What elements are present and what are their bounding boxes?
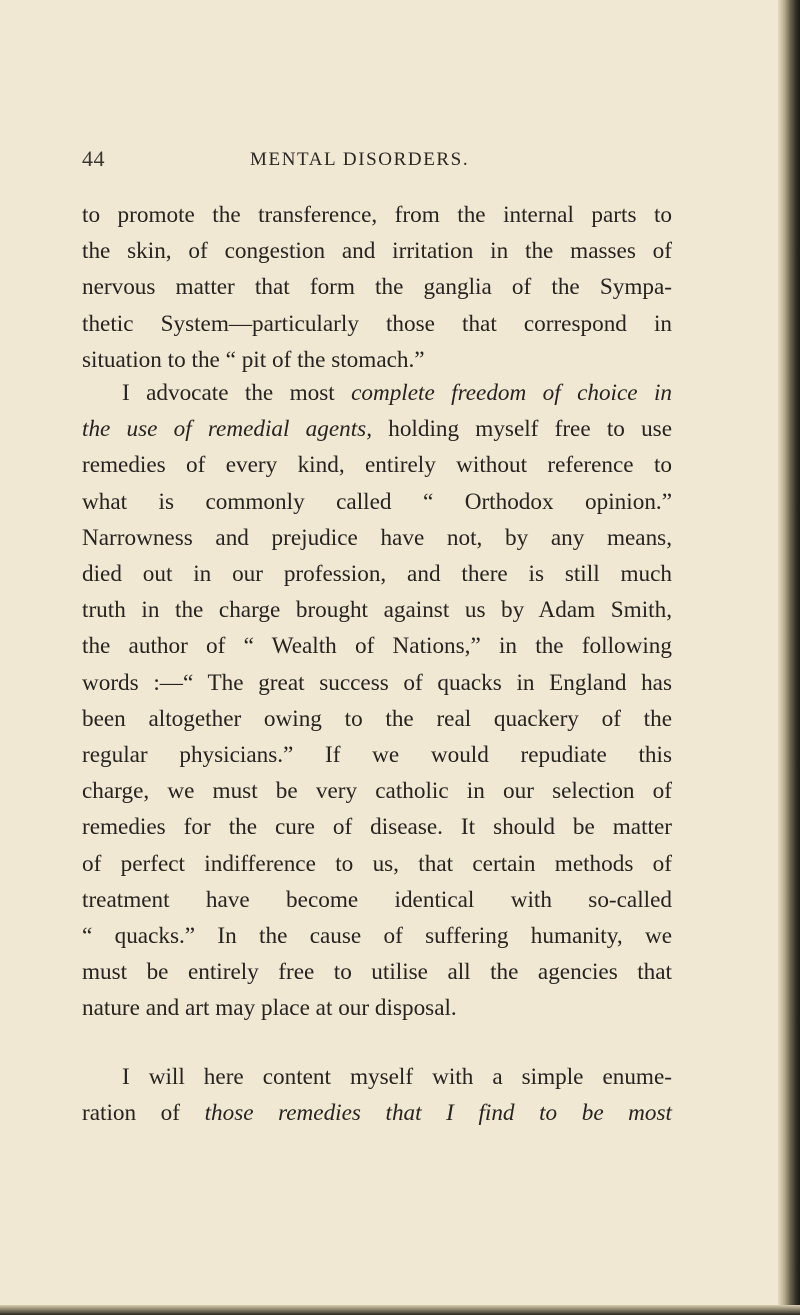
text-line: thetic System—particularly those that correspond in (82, 310, 672, 337)
text-line (82, 1095, 672, 1131)
text-line: charge, we must be very catholic in our selection of (82, 778, 672, 805)
text-run: I advocate the most (122, 380, 352, 406)
book-spine-shadow (778, 0, 800, 1315)
italic-run: those remedies that I find to be most (204, 1100, 672, 1127)
text-line: the skin, of congestion and irritation in the masses of (82, 238, 672, 265)
header-title: MENTAL DISORDERS. (250, 149, 470, 170)
text-line: treatment have become identical with so-called (82, 886, 672, 913)
text-line: the author of “ Wealth of Nations,” in the following (82, 633, 672, 660)
text-line: regular physicians.” If we would repudiate this (82, 742, 672, 769)
text-run: ration of (82, 1100, 205, 1127)
text-line: nervous matter that form the ganglia of the Sympa- (82, 274, 672, 301)
paragraph-3 (82, 1059, 672, 1131)
text-line: situation to the “ pit of the stomach.” (82, 346, 425, 373)
text-line: died out in our profession, and there is still much (82, 561, 672, 588)
page-number: 44 (82, 146, 105, 171)
running-head (82, 146, 712, 176)
text-line: what is commonly called “ Orthodox opinion.” (82, 488, 672, 515)
italic-run: the use of remedial agents, (82, 416, 373, 443)
text-line: remedies for the cure of disease. It should be matter (82, 814, 672, 841)
text-line: Narrowness and prejudice have not, by any means, (82, 524, 672, 551)
text-run: holding myself free to use (372, 416, 672, 443)
text-line: truth in the charge brought against us by Adam Smith, (82, 597, 672, 624)
text-line: must be entirely free to utilise all the agencies that (82, 959, 672, 986)
italic-run: complete freedom of choice in (351, 380, 672, 406)
text-line: to promote the transference, from the internal parts to (82, 202, 672, 228)
text-line: remedies of every kind, entirely without reference to (82, 452, 672, 479)
text-line: words :—“ The great success of quacks in England has (82, 669, 672, 696)
text-line: “ quacks.” In the cause of suffering humanity, we (82, 923, 672, 950)
page-bottom-edge (0, 1305, 800, 1315)
paragraph-1 (82, 197, 672, 378)
text-line: nature and art may place at our disposal. (82, 995, 457, 1022)
paragraph-2 (82, 375, 672, 1027)
text-line (82, 411, 672, 447)
text-line: of perfect indifference to us, that certain methods of (82, 850, 672, 877)
text-line (82, 375, 672, 411)
text-line: been altogether owing to the real quackery of the (82, 705, 672, 732)
text-line: I will here content myself with a simple enume- (122, 1064, 672, 1090)
